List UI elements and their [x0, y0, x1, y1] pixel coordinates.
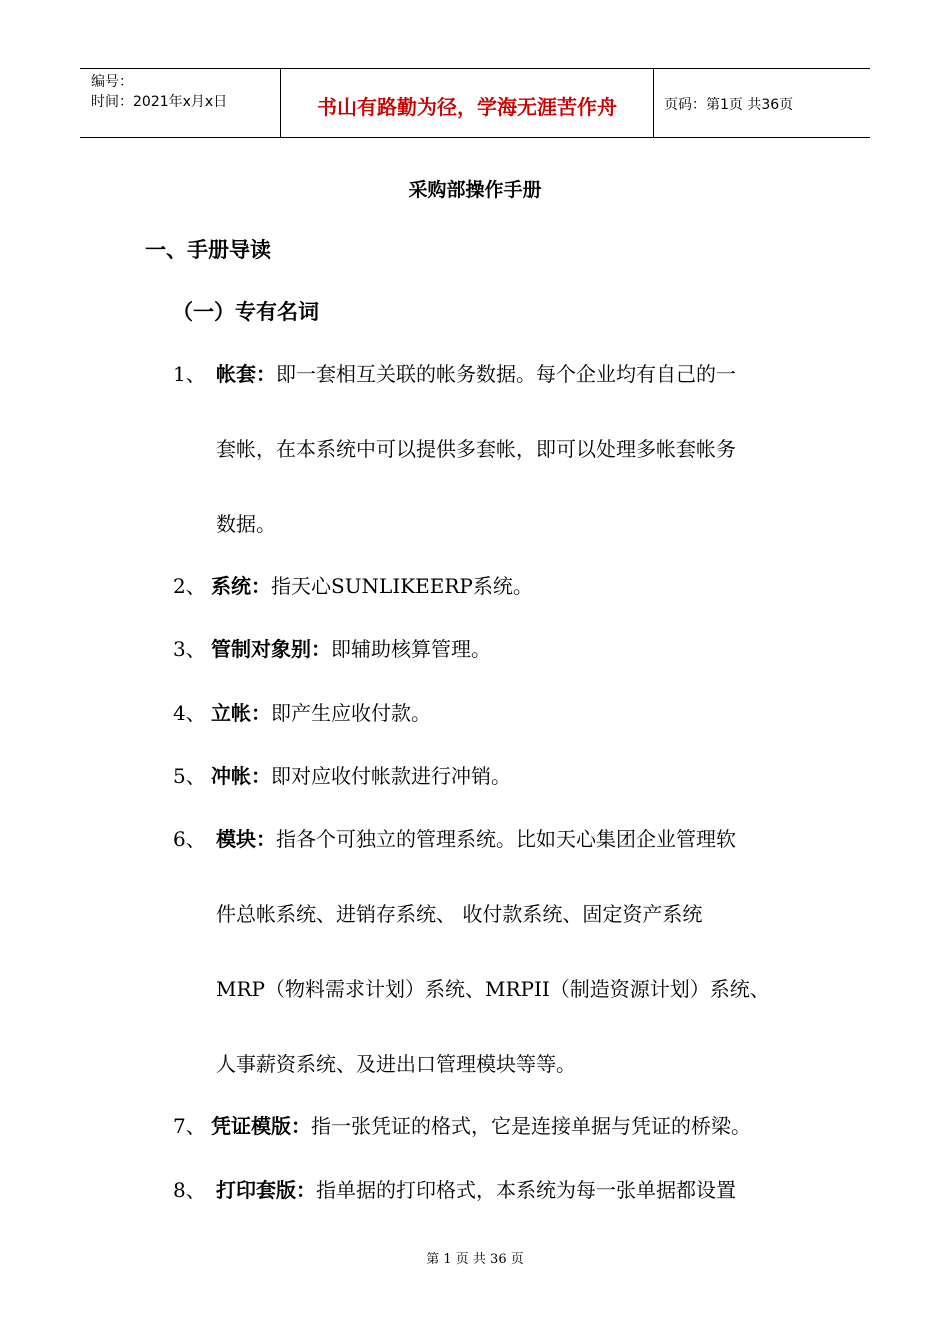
- term-label: 凭证模版：: [211, 1114, 311, 1138]
- list-item-first-line: [211, 1110, 751, 1139]
- term-definition: 即产生应收付款。: [271, 701, 431, 725]
- list-item-number: 7、: [173, 1114, 206, 1138]
- list-item-number: 3、: [173, 637, 206, 661]
- subsection-heading: （一）专有名词: [172, 300, 319, 324]
- header-center-cell: [281, 69, 654, 137]
- term-label: 系统：: [211, 574, 271, 598]
- list-item-number: 1、: [173, 362, 206, 386]
- header-motto: 书山有路勤为径，学海无涯苦作舟: [317, 95, 617, 119]
- list-item-number: 2、: [173, 574, 206, 598]
- list-item-first-line: [211, 697, 431, 726]
- list-item-number: 8、: [173, 1178, 206, 1202]
- list-item-first-line: [211, 570, 533, 599]
- definition-line: 人事薪资系统、及进出口管理模块等等。: [216, 1052, 576, 1076]
- page-footer: 第 1 页 共 36 页: [426, 1252, 524, 1267]
- document-number-label: 编号：: [91, 74, 133, 90]
- list-item-first-line: [216, 358, 736, 387]
- term-label: 模块：: [216, 827, 276, 851]
- term-label: 帐套：: [216, 362, 276, 386]
- list-item-first-line: [216, 823, 736, 852]
- term-label: 管制对象别：: [211, 637, 331, 661]
- term-definition: 指单据的打印格式，本系统为每一张单据都设置: [316, 1178, 736, 1202]
- section-heading: 一、手册导读: [145, 238, 271, 262]
- list-item-first-line: [216, 1174, 736, 1203]
- list-item-first-line: [211, 760, 511, 789]
- list-item-number: 6、: [173, 827, 206, 851]
- definition-line: 件总帐系统、进销存系统、 收付款系统、固定资产系统: [216, 902, 703, 926]
- term-definition: 即辅助核算管理。: [331, 637, 491, 661]
- list-item-number: 4、: [173, 701, 206, 725]
- list-item-first-line: [211, 633, 491, 662]
- term-label: 立帐：: [211, 701, 271, 725]
- list-item-number: 5、: [173, 764, 206, 788]
- term-definition: 指一张凭证的格式，它是连接单据与凭证的桥梁。: [311, 1114, 751, 1138]
- term-definition: 指各个可独立的管理系统。比如天心集团企业管理软: [276, 827, 736, 851]
- term-definition: 即对应收付帐款进行冲销。: [271, 764, 511, 788]
- term-definition: 即一套相互关联的帐务数据。每个企业均有自己的一: [276, 362, 736, 386]
- term-label: 打印套版：: [216, 1178, 316, 1202]
- header-right-cell: [654, 69, 870, 137]
- document-title: 采购部操作手册: [408, 179, 542, 201]
- document-time-label: 时间：2021年x月x日: [91, 94, 228, 110]
- header-table: [80, 68, 870, 138]
- definition-line: MRP（物料需求计划）系统、MRPII（制造资源计划）系统、: [216, 977, 770, 1001]
- definition-line: 数据。: [216, 512, 276, 536]
- header-left-cell: [80, 69, 281, 137]
- term-label: 冲帐：: [211, 764, 271, 788]
- definition-line: 套帐，在本系统中可以提供多套帐，即可以处理多帐套帐务: [216, 437, 736, 461]
- term-definition: 指天心SUNLIKEERP系统。: [271, 574, 533, 598]
- header-page-info: 页码：第1页 共36页: [664, 97, 794, 113]
